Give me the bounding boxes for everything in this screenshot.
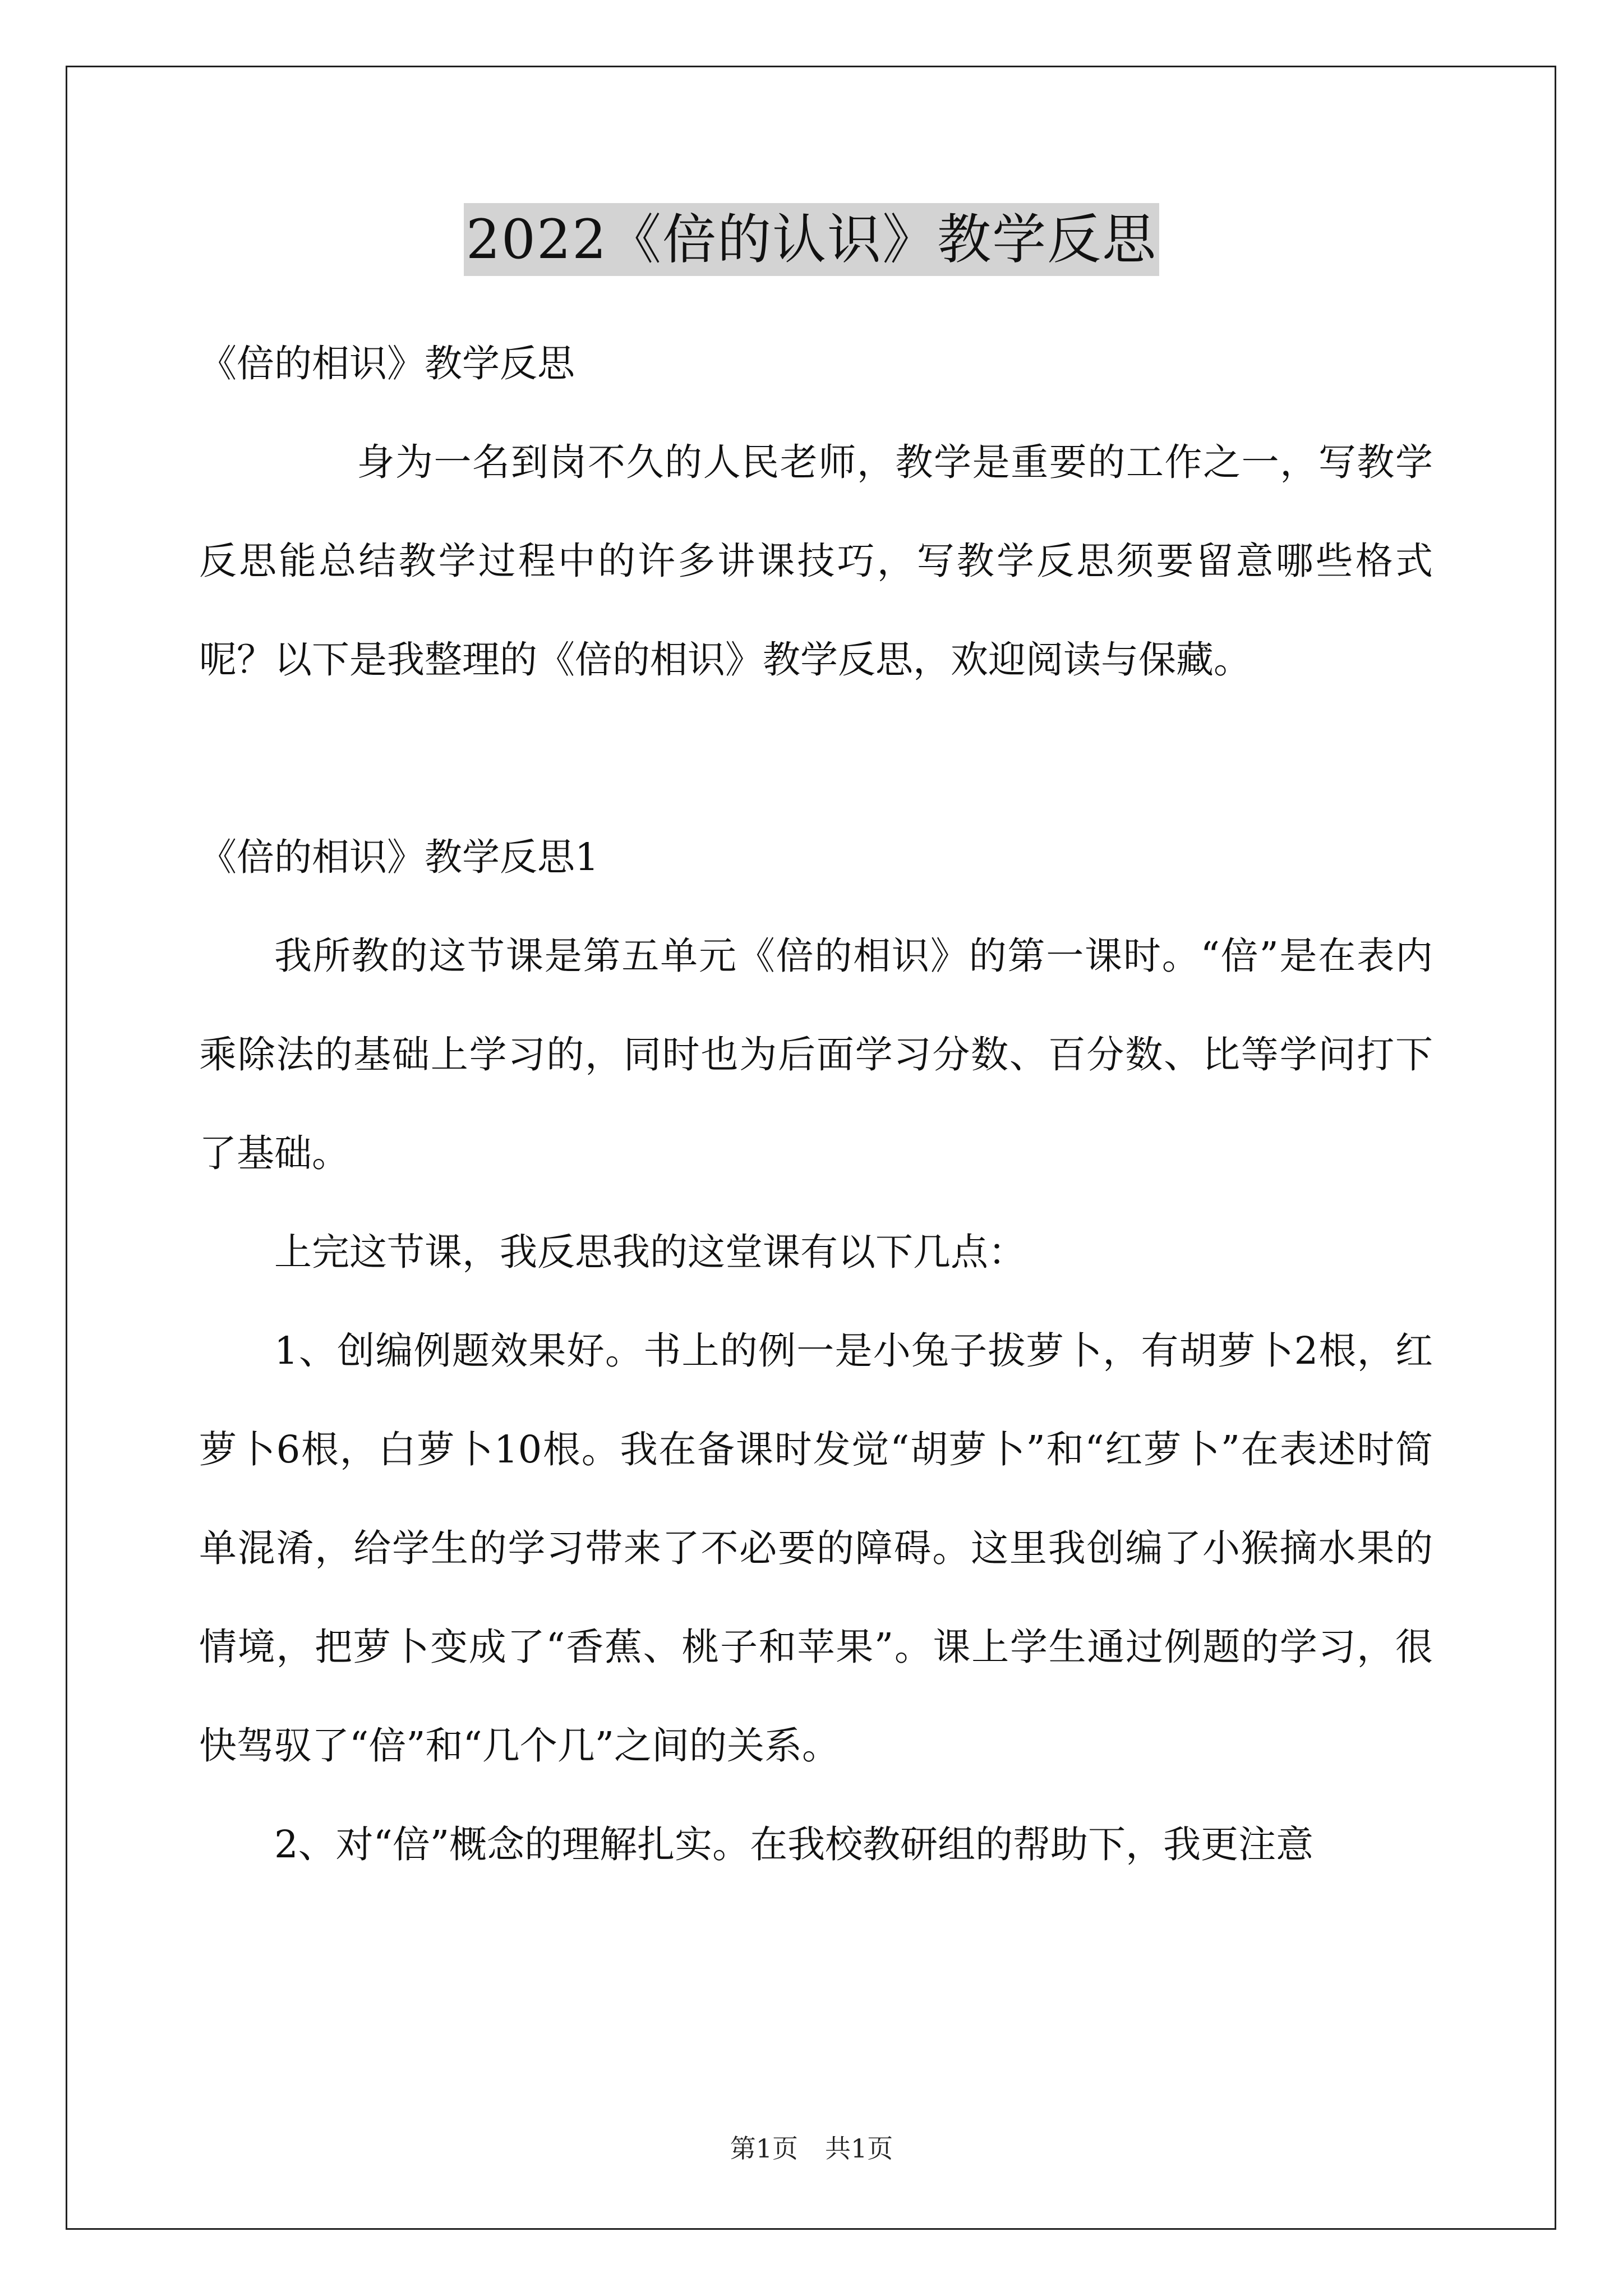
title-container bbox=[0, 203, 1623, 276]
section-heading-1: 《倍的相识》教学反思1 bbox=[199, 835, 599, 879]
section-heading: 《倍的相识》教学反思 bbox=[199, 342, 575, 385]
body-paragraph: 我所教的这节课是第五单元《倍的相识》的第一课时。“倍”是在表内乘除法的基础上学习的，同时也为后面学习分数、百分数、比等学问打下了基础。 bbox=[199, 934, 1433, 1175]
document-body bbox=[199, 314, 1433, 1894]
page-footer bbox=[0, 2132, 1623, 2165]
body-paragraph: 1、创编例题效果好。书上的例一是小兔子拔萝卜，有胡萝卜2根，红萝卜6根，白萝卜10根。我在备课时发觉“胡萝卜”和“红萝卜”在表述时简单混淆，给学生的学习带来了不必要的障碍。这里我创编了小猴摘水果的情境，把萝卜变成了“香蕉、桃子和苹果”。课上学生通过例题的学习，很快驾驭了“倍”和“几个几”之间的关系。 bbox=[199, 1329, 1433, 1768]
blank-line bbox=[199, 709, 1433, 808]
body-paragraph: 上完这节课，我反思我的这堂课有以下几点： bbox=[274, 1230, 1026, 1274]
intro-paragraph: 身为一名到岗不久的人民老师，教学是重要的工作之一，写教学反思能总结教学过程中的许多讲课技巧，写教学反思须要留意哪些格式呢？以下是我整理的《倍的相识》教学反思，欢迎阅读与保藏。 bbox=[199, 440, 1433, 682]
page-total: 共1页 bbox=[825, 2133, 893, 2164]
document-title: 2022《倍的认识》教学反思 bbox=[464, 203, 1159, 276]
page-number: 第1页 bbox=[730, 2133, 798, 2164]
body-paragraph: 2、对“倍”概念的理解扎实。在我校教研组的帮助下，我更注意 bbox=[274, 1823, 1314, 1866]
